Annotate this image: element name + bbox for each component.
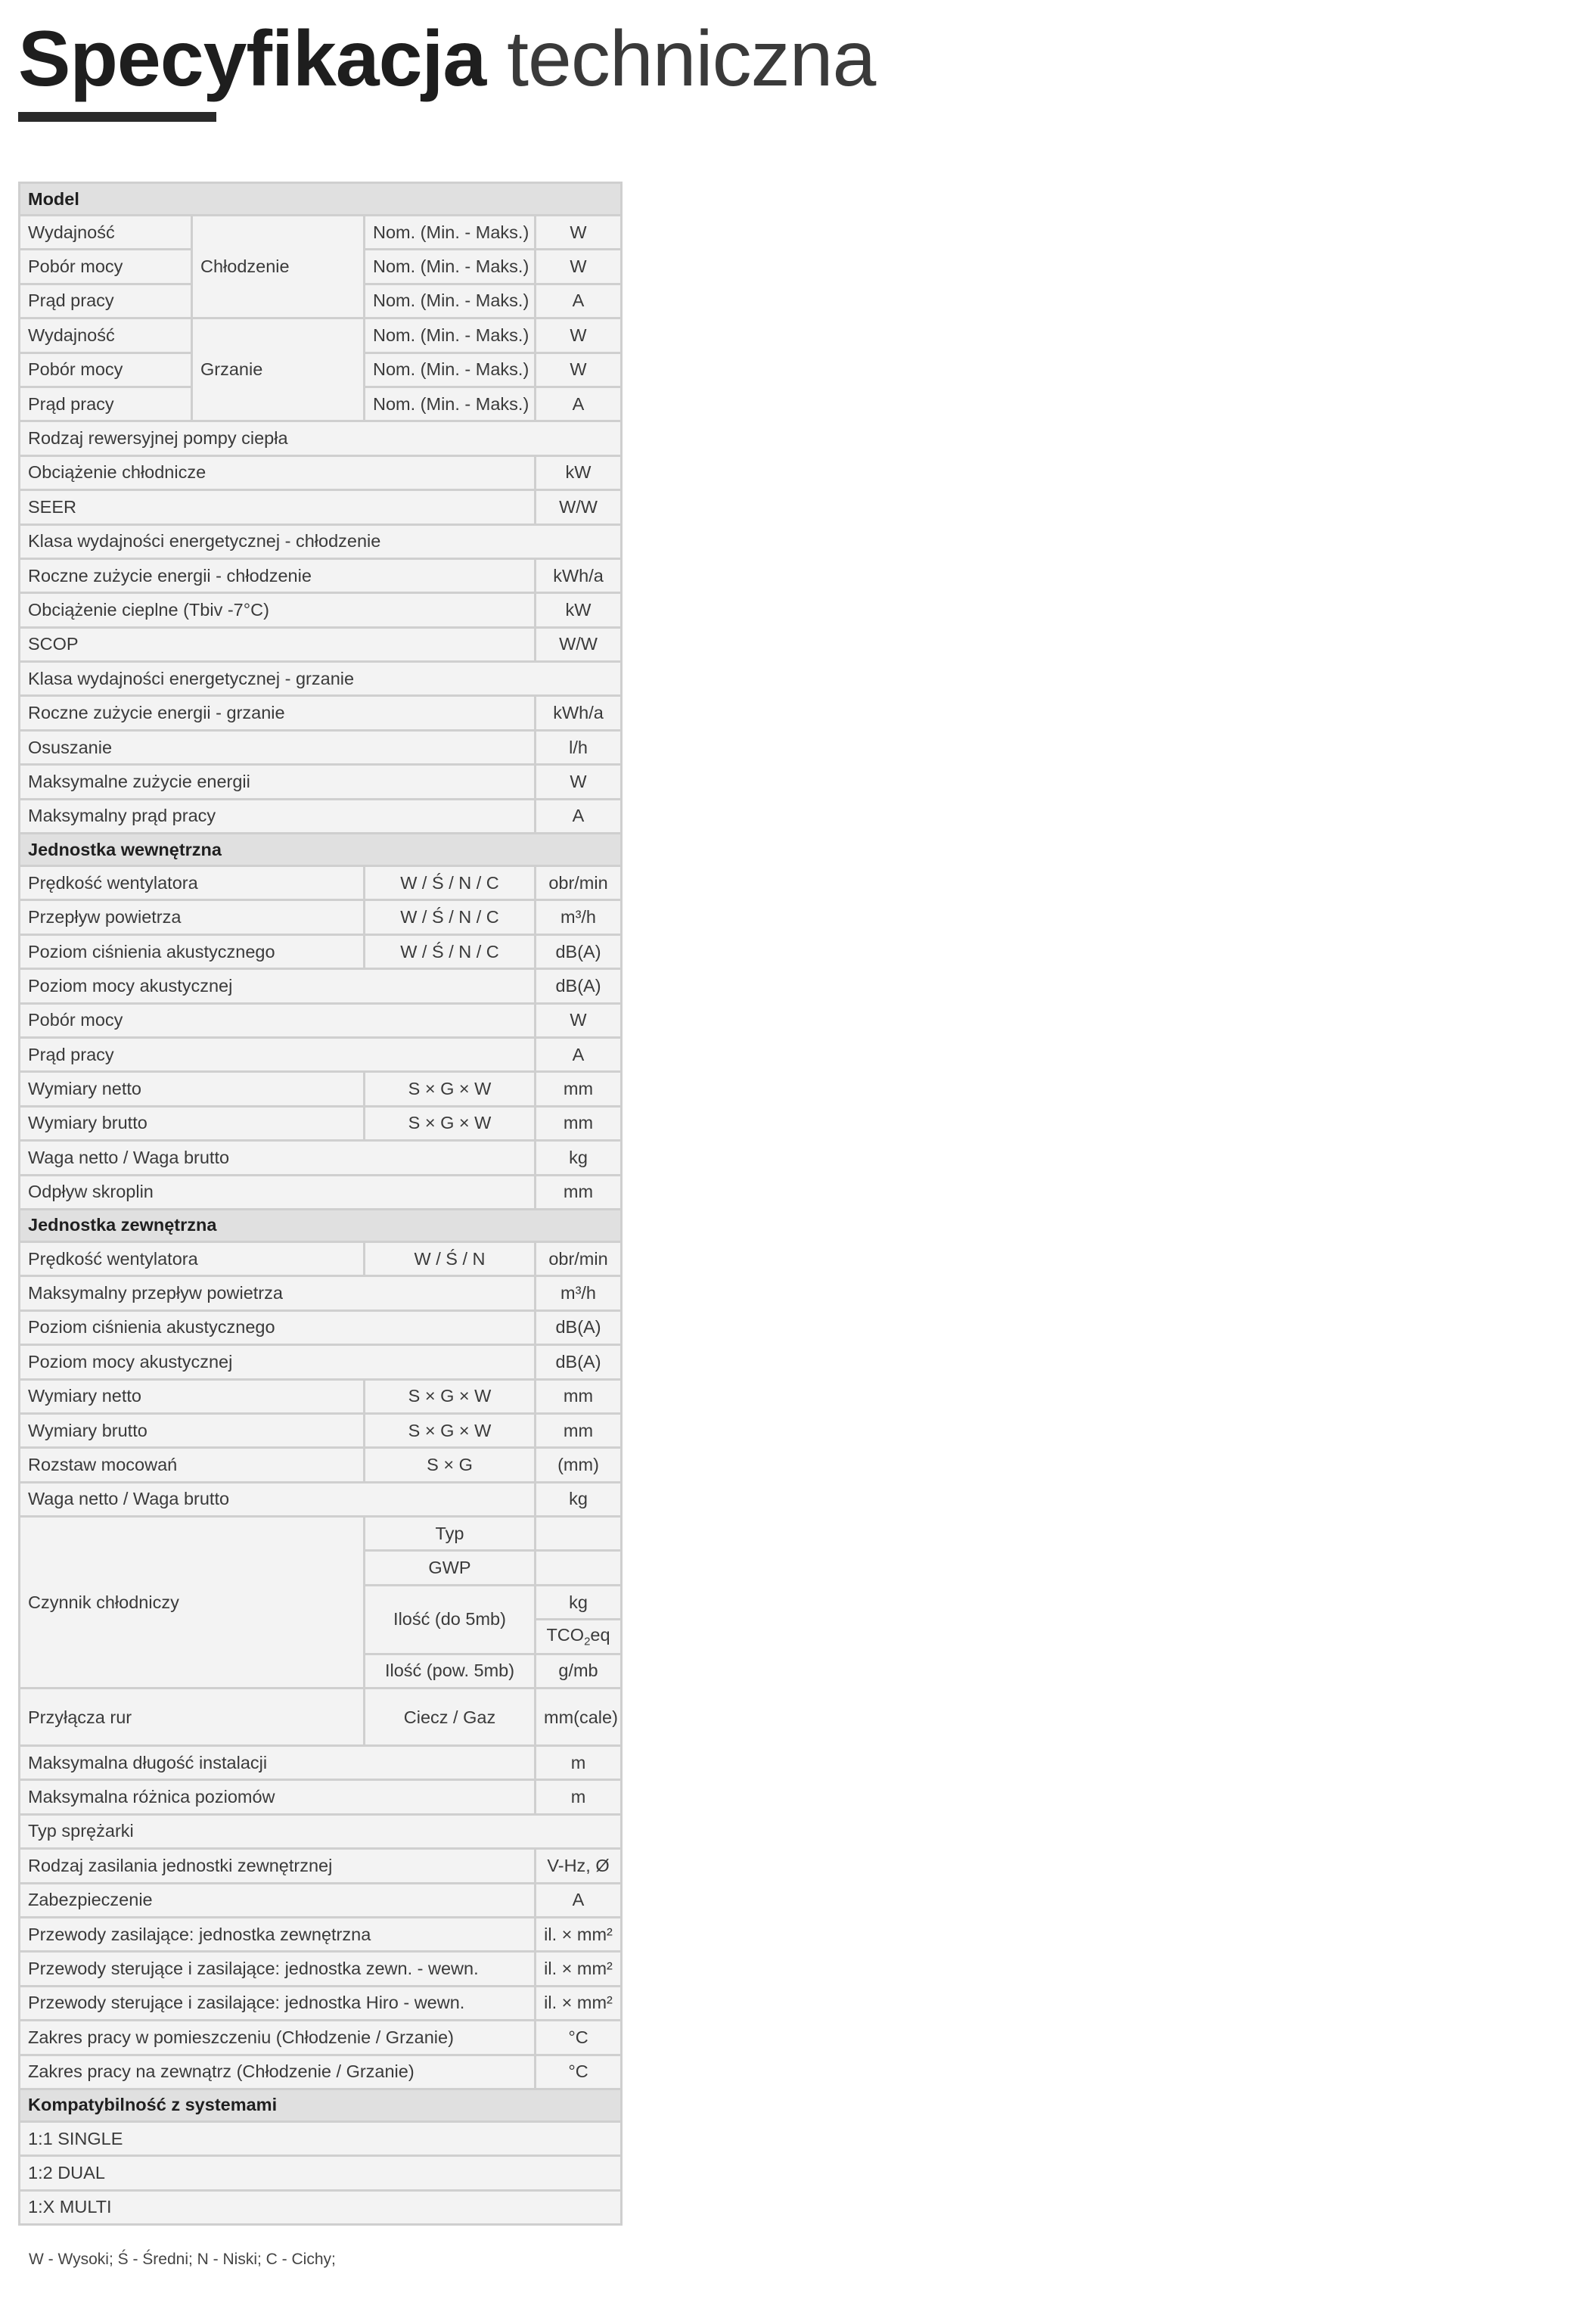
row-unit: obr/min — [536, 866, 622, 900]
row-label: Zabezpieczenie — [20, 1883, 536, 1917]
group-label-chlodzenie: Chłodzenie — [192, 216, 365, 318]
row-label: Maksymalny przepływ powietrza — [20, 1276, 536, 1310]
row-sublabel: S × G — [365, 1448, 536, 1482]
row-label: Prąd pracy — [20, 284, 192, 318]
table-row — [20, 2156, 1578, 2190]
section-header-row — [20, 183, 1578, 216]
row-sublabel: S × G × W — [365, 1106, 536, 1140]
section-header-row — [20, 1209, 1578, 1241]
table-row — [20, 934, 1578, 968]
row-label: Pobór mocy — [20, 250, 192, 284]
row-unit: m — [536, 1780, 622, 1814]
row-unit: W — [536, 250, 622, 284]
indoor-section — [20, 834, 1578, 866]
tco2-main: TCO — [546, 1625, 585, 1645]
row-label: Zakres pracy w pomieszczeniu (Chłodzenie / Grzanie) — [20, 2021, 536, 2055]
tco2-tail: eq — [590, 1625, 610, 1645]
table-row — [20, 662, 1578, 696]
row-sublabel: W / Ś / N / C — [365, 934, 536, 968]
row-unit: kW — [536, 455, 622, 489]
row-sublabel: W / Ś / N / C — [365, 866, 536, 900]
page-title-bold: Specyfikacja — [18, 15, 486, 103]
table-row — [20, 1106, 1578, 1140]
table-row — [20, 1780, 1578, 1814]
row-label: Poziom mocy akustycznej — [20, 1345, 536, 1379]
indoor-rows — [20, 866, 1578, 1210]
table-row — [20, 627, 1578, 661]
section-header-row — [20, 834, 1578, 866]
refrigerant-ilosc-label: Ilość (do 5mb) — [365, 1585, 536, 1654]
table-row — [20, 730, 1578, 764]
row-unit: W/W — [536, 490, 622, 524]
table-row — [20, 2021, 1578, 2055]
table-row — [20, 866, 1578, 900]
compat-label: 1:1 SINGLE — [20, 2121, 622, 2155]
refrigerant-gwp-unit — [536, 1551, 622, 1585]
title-underline — [18, 112, 216, 122]
outdoor-section — [20, 1209, 1578, 1241]
row-label: Obciążenie chłodnicze — [20, 455, 536, 489]
row-unit: dB(A) — [536, 934, 622, 968]
section-header-indoor: Jednostka wewnętrzna — [20, 834, 622, 866]
row-label: Przepływ powietrza — [20, 900, 365, 934]
refrigerant-typ-unit — [536, 1517, 622, 1551]
row-label: Waga netto / Waga brutto — [20, 1482, 536, 1516]
row-label: Rozstaw mocowań — [20, 1448, 365, 1482]
table-row — [20, 1482, 1578, 1516]
row-unit: W/W — [536, 627, 622, 661]
row-label: Poziom ciśnienia akustycznego — [20, 1310, 536, 1344]
row-sublabel: S × G × W — [365, 1072, 536, 1106]
row-label: Wymiary netto — [20, 1072, 365, 1106]
model-section — [20, 183, 1578, 216]
table-row — [20, 1175, 1578, 1209]
compat-label: 1:X MULTI — [20, 2190, 622, 2224]
table-row — [20, 1517, 1578, 1551]
row-label: Zakres pracy na zewnątrz (Chłodzenie / Grzanie) — [20, 2055, 536, 2089]
row-label: SCOP — [20, 627, 536, 661]
row-unit: A — [536, 799, 622, 833]
table-row — [20, 1849, 1578, 1883]
row-label: Maksymalne zużycie energii — [20, 765, 536, 799]
row-sublabel: W / Ś / N — [365, 1241, 536, 1275]
table-row — [20, 1345, 1578, 1379]
row-label: Waga netto / Waga brutto — [20, 1141, 536, 1175]
table-row — [20, 593, 1578, 627]
model-rows — [20, 216, 1578, 834]
refrigerant-ilosc-pow-unit: g/mb — [536, 1654, 622, 1688]
row-unit: A — [536, 1037, 622, 1071]
table-row — [20, 524, 1578, 558]
row-label: Maksymalna długość instalacji — [20, 1746, 536, 1780]
row-label: Wymiary brutto — [20, 1106, 365, 1140]
row-unit: m³/h — [536, 900, 622, 934]
row-unit: obr/min — [536, 1241, 622, 1275]
row-label: SEER — [20, 490, 536, 524]
row-label: Prąd pracy — [20, 387, 192, 421]
refrigerant-gwp-label: GWP — [365, 1551, 536, 1585]
compat-section — [20, 2089, 1578, 2121]
row-sublabel: Nom. (Min. - Maks.) — [365, 250, 536, 284]
row-unit: °C — [536, 2055, 622, 2089]
table-row — [20, 455, 1578, 489]
row-label: Przewody sterujące i zasilające: jednostka Hiro - wewn. — [20, 1986, 536, 2020]
row-label: Poziom mocy akustycznej — [20, 969, 536, 1003]
table-row — [20, 1448, 1578, 1482]
table-row — [20, 1883, 1578, 1917]
compat-rows — [20, 2121, 1578, 2224]
row-label: Maksymalna różnica poziomów — [20, 1780, 536, 1814]
refrigerant-ilosc-tco2-unit — [536, 1620, 622, 1654]
page-title — [18, 14, 875, 104]
table-row — [20, 900, 1578, 934]
row-unit: kWh/a — [536, 696, 622, 730]
row-sublabel: S × G × W — [365, 1413, 536, 1447]
row-unit: A — [536, 387, 622, 421]
table-row — [20, 765, 1578, 799]
row-label: Prędkość wentylatora — [20, 1241, 365, 1275]
table-row — [20, 1413, 1578, 1447]
row-unit: W — [536, 216, 622, 250]
table-row — [20, 696, 1578, 730]
row-label: Klasa wydajności energetycznej - chłodzenie — [20, 524, 622, 558]
table-row — [20, 1241, 1578, 1275]
row-unit: il. × mm² — [536, 1952, 622, 1986]
row-label: Rodzaj zasilania jednostki zewnętrznej — [20, 1849, 536, 1883]
table-row — [20, 2055, 1578, 2089]
pipes-unit: mm(cale) — [536, 1689, 622, 1746]
row-unit: mm — [536, 1413, 622, 1447]
table-row — [20, 558, 1578, 592]
table-row — [20, 1310, 1578, 1344]
section-header-outdoor: Jednostka zewnętrzna — [20, 1209, 622, 1241]
table-row — [20, 1276, 1578, 1310]
row-unit: (mm) — [536, 1448, 622, 1482]
row-label: Klasa wydajności energetycznej - grzanie — [20, 662, 622, 696]
section-header-compat: Kompatybilność z systemami — [20, 2089, 622, 2121]
pipes-sub: Ciecz / Gaz — [365, 1689, 536, 1746]
row-unit: kW — [536, 593, 622, 627]
row-unit: dB(A) — [536, 1345, 622, 1379]
table-row — [20, 1917, 1578, 1951]
row-unit: il. × mm² — [536, 1917, 622, 1951]
row-label: Pobór mocy — [20, 1003, 536, 1037]
row-label: Przewody zasilające: jednostka zewnętrzna — [20, 1917, 536, 1951]
row-unit: mm — [536, 1106, 622, 1140]
section-header-model: Model — [20, 183, 622, 216]
table-row — [20, 318, 1578, 353]
page-title-light: techniczna — [507, 15, 876, 103]
table-row — [20, 969, 1578, 1003]
refrigerant-block — [20, 1517, 1578, 1746]
row-unit: l/h — [536, 730, 622, 764]
row-unit: W — [536, 353, 622, 387]
row-unit: dB(A) — [536, 1310, 622, 1344]
table-row — [20, 1003, 1578, 1037]
row-unit: mm — [536, 1175, 622, 1209]
row-label: Odpływ skroplin — [20, 1175, 536, 1209]
outdoor-rows — [20, 1241, 1578, 1516]
row-sublabel: Nom. (Min. - Maks.) — [365, 216, 536, 250]
refrigerant-ilosc-pow-label: Ilość (pow. 5mb) — [365, 1654, 536, 1688]
row-sublabel: Nom. (Min. - Maks.) — [365, 353, 536, 387]
refrigerant-label: Czynnik chłodniczy — [20, 1517, 365, 1689]
pipes-label: Przyłącza rur — [20, 1689, 365, 1746]
row-label: Osuszanie — [20, 730, 536, 764]
table-row — [20, 1952, 1578, 1986]
section-header-row — [20, 2089, 1578, 2121]
table-row — [20, 1379, 1578, 1413]
row-label: Obciążenie cieplne (Tbiv -7°C) — [20, 593, 536, 627]
table-row — [20, 2190, 1578, 2224]
row-sublabel: S × G × W — [365, 1379, 536, 1413]
row-unit: kg — [536, 1141, 622, 1175]
outdoor-rows-2 — [20, 1746, 1578, 2089]
row-unit: mm — [536, 1072, 622, 1106]
table-row — [20, 1986, 1578, 2020]
row-label: Roczne zużycie energii - grzanie — [20, 696, 536, 730]
table-row — [20, 1037, 1578, 1071]
row-unit: W — [536, 765, 622, 799]
row-unit: kg — [536, 1482, 622, 1516]
row-label: Pobór mocy — [20, 353, 192, 387]
row-unit: V-Hz, Ø — [536, 1849, 622, 1883]
row-unit: A — [536, 284, 622, 318]
row-unit: °C — [536, 2021, 622, 2055]
row-label: Wymiary brutto — [20, 1413, 365, 1447]
table-row — [20, 490, 1578, 524]
row-label: Wymiary netto — [20, 1379, 365, 1413]
table-row — [20, 799, 1578, 833]
row-unit: W — [536, 318, 622, 353]
row-unit: mm — [536, 1379, 622, 1413]
row-sublabel: Nom. (Min. - Maks.) — [365, 387, 536, 421]
refrigerant-ilosc-kg-unit: kg — [536, 1585, 622, 1619]
row-sublabel: W / Ś / N / C — [365, 900, 536, 934]
table-row — [20, 1814, 1578, 1848]
row-unit: kWh/a — [536, 558, 622, 592]
row-unit: dB(A) — [536, 969, 622, 1003]
footnote: W - Wysoki; Ś - Średni; N - Niski; C - Cichy; — [29, 2251, 336, 2268]
refrigerant-typ-label: Typ — [365, 1517, 536, 1551]
row-label: Maksymalny prąd pracy — [20, 799, 536, 833]
row-unit: m — [536, 1746, 622, 1780]
row-label: Przewody sterujące i zasilające: jednostka zewn. - wewn. — [20, 1952, 536, 1986]
table-row — [20, 1141, 1578, 1175]
row-label: Prędkość wentylatora — [20, 866, 365, 900]
row-label: Typ sprężarki — [20, 1814, 622, 1848]
table-row — [20, 1689, 1578, 1746]
group-label-grzanie: Grzanie — [192, 318, 365, 421]
row-label: Poziom ciśnienia akustycznego — [20, 934, 365, 968]
row-unit: W — [536, 1003, 622, 1037]
table-row — [20, 1746, 1578, 1780]
tco2-sub: 2 — [584, 1635, 591, 1648]
row-label: Wydajność — [20, 216, 192, 250]
table-row — [20, 216, 1578, 250]
row-unit: il. × mm² — [536, 1986, 622, 2020]
table-row — [20, 421, 1578, 455]
spec-table — [18, 182, 1579, 2226]
row-unit: A — [536, 1883, 622, 1917]
row-label: Rodzaj rewersyjnej pompy ciepła — [20, 421, 622, 455]
row-sublabel: Nom. (Min. - Maks.) — [365, 318, 536, 353]
table-row — [20, 2121, 1578, 2155]
compat-label: 1:2 DUAL — [20, 2156, 622, 2190]
row-label: Prąd pracy — [20, 1037, 536, 1071]
table-row — [20, 1072, 1578, 1106]
row-label: Wydajność — [20, 318, 192, 353]
row-sublabel: Nom. (Min. - Maks.) — [365, 284, 536, 318]
row-label: Roczne zużycie energii - chłodzenie — [20, 558, 536, 592]
row-unit: m³/h — [536, 1276, 622, 1310]
